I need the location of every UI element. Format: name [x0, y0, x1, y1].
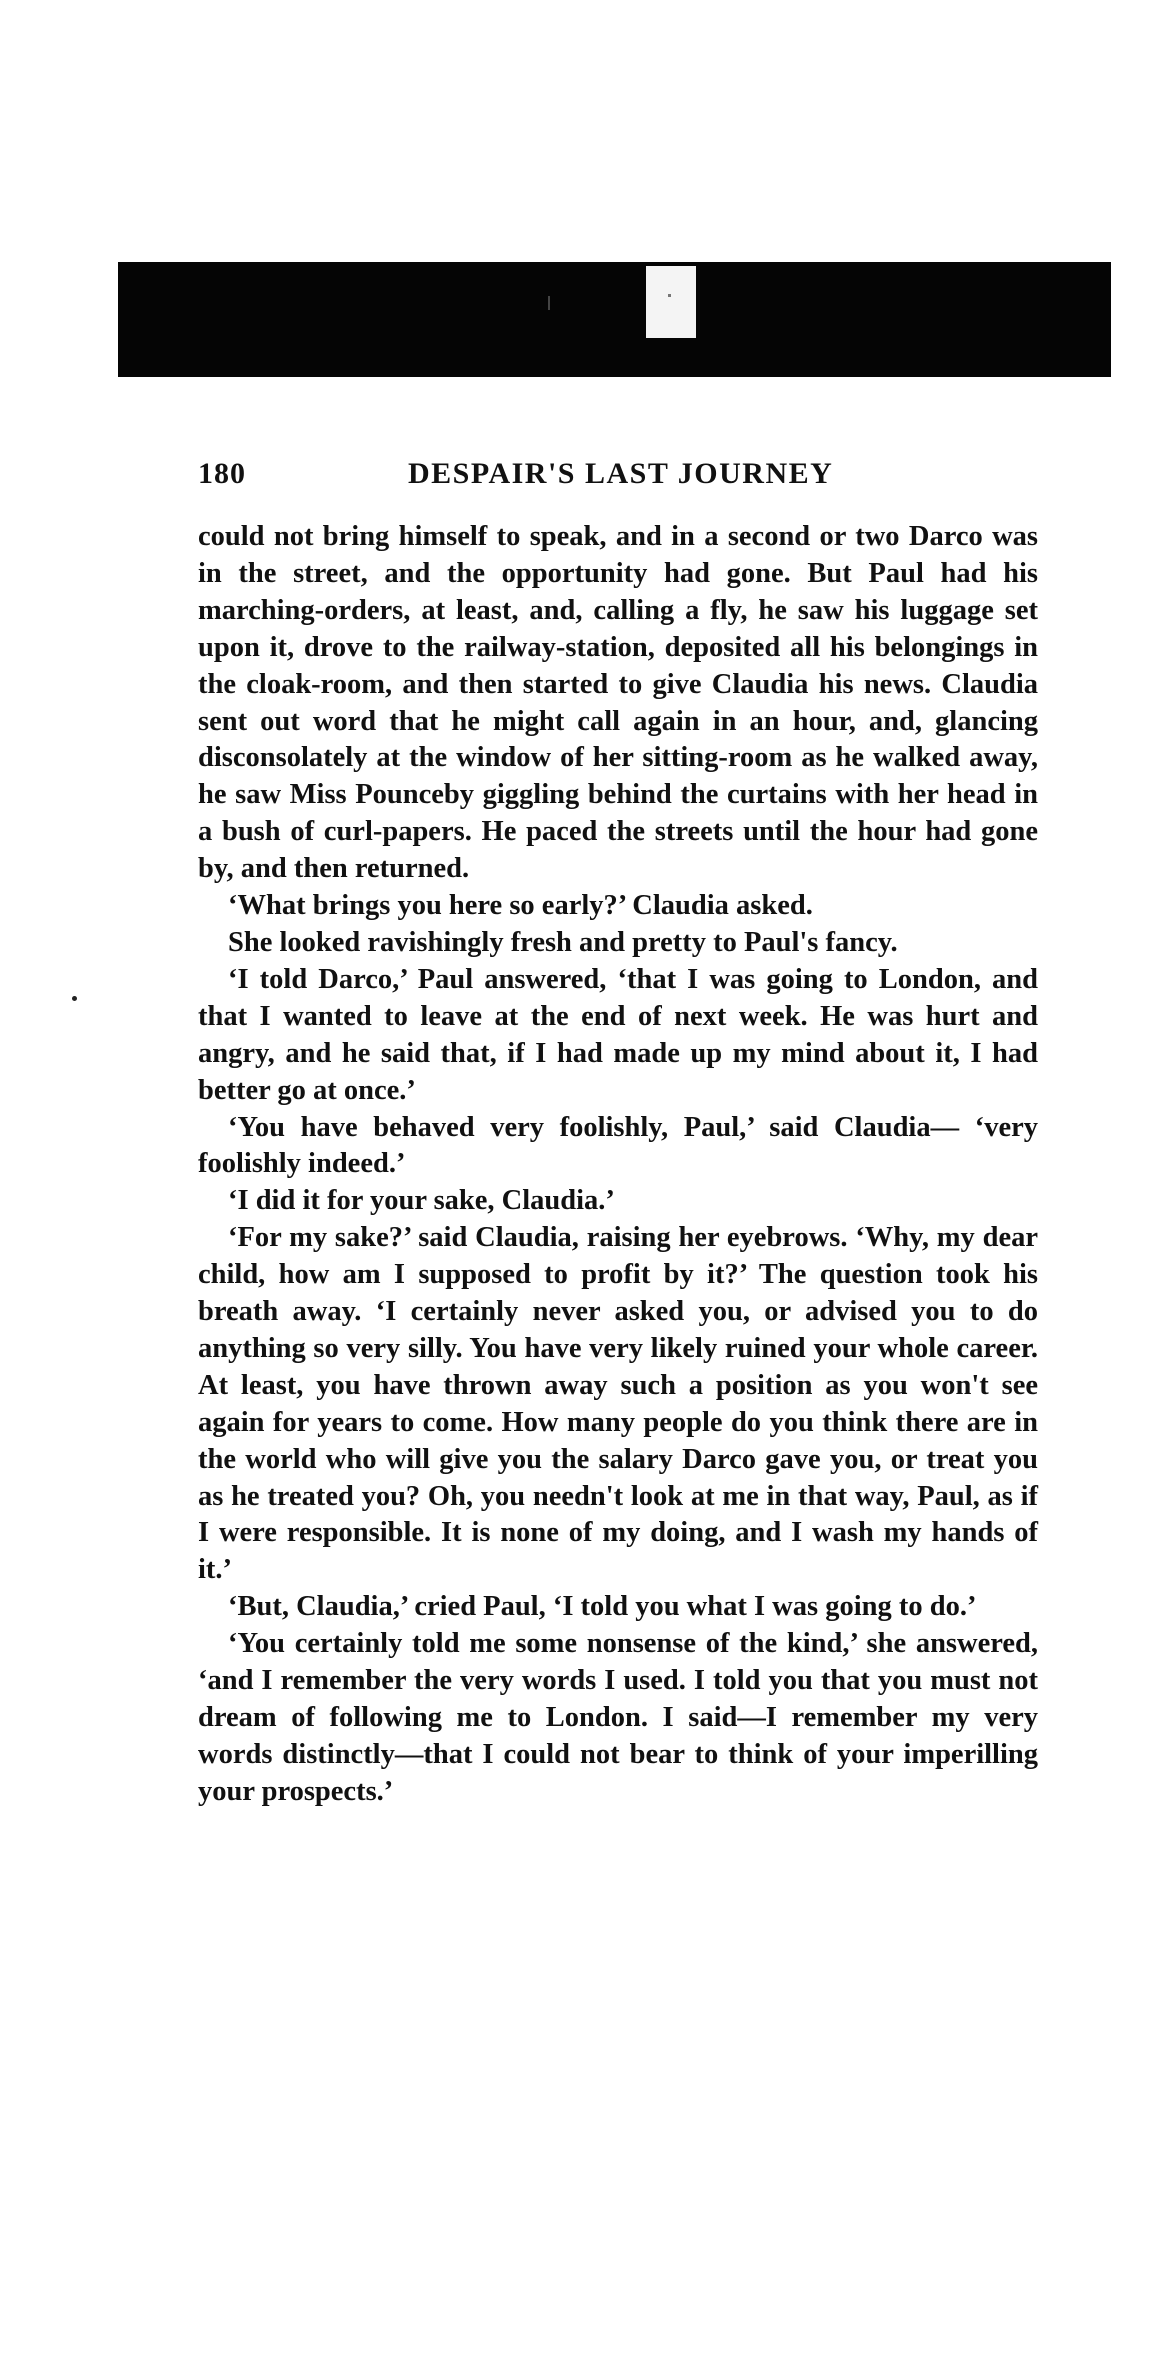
paragraph: She looked ravishingly fresh and pretty to Paul's fancy. [228, 926, 898, 958]
paragraph: ‘I did it for your sake, Claudia.’ [228, 1185, 615, 1217]
paragraph: ‘You certainly told me some nonsense of the kind,’ she answered, ‘and I remember the very words I used. I told you that you must not dream of following me to London. I said—I remember my very words distinctly—that I could not bear to think of your imperilling your prospects.’ [198, 1628, 1038, 1807]
paragraph: could not bring himself to speak, and in a second or two Darco was in the street, and the opportunity had gone. But Paul had his marching-orders, at least, and, calling a fly, he saw his luggage set upon it, drove to the railway-station, deposited all his belongings in the cloak-room, and then started to give Claudia his news. Claudia sent out word that he might call again in an hour, and, glancing disconsolately at the window of her sitting-room as he walked away, he saw Miss Pounceby giggling behind the curtains with her head in a bush of curl-papers. He paced the streets until the hour had gone by, and then returned. [198, 521, 1038, 885]
black-redaction-band [118, 262, 1111, 377]
paragraph: ‘But, Claudia,’ cried Paul, ‘I told you what I was going to do.’ [228, 1591, 977, 1623]
band-scan-mark [548, 296, 550, 310]
paragraph: ‘You have behaved very foolishly, Paul,’ said Claudia— ‘very foolishly indeed.’ [198, 1111, 1038, 1180]
paragraph: ‘I told Darco,’ Paul answered, ‘that I was going to London, and that I wanted to leave at the end of next week. He was hurt and angry, and he said that, if I had made up my mind about it, I had better go at once.’ [198, 963, 1038, 1106]
body-text [198, 519, 1038, 1811]
page-header [198, 452, 1038, 496]
paragraph: ‘For my sake?’ said Claudia, raising her eyebrows. ‘Why, my dear child, how am I supposed to profit by it?’ The question took his breath away. ‘I certainly never asked you, or advised you to do anything so very silly. You have very likely ruined your whole career. At least, you have thrown away such a position as you won't see again for years to come. How many people do you think there are in the world who will give you the salary Darco gave you, or treat you as he treated you? Oh, you needn't look at me in that way, Paul, as if I were responsible. It is none of my doing, and I wash my hands of it.’ [198, 1222, 1038, 1586]
margin-speck [72, 996, 77, 1001]
page-number: 180 [198, 457, 246, 490]
band-white-notch [646, 266, 696, 338]
running-title: DESPAIR'S LAST JOURNEY [408, 457, 834, 490]
paragraph: ‘What brings you here so early?’ Claudia asked. [228, 890, 813, 922]
